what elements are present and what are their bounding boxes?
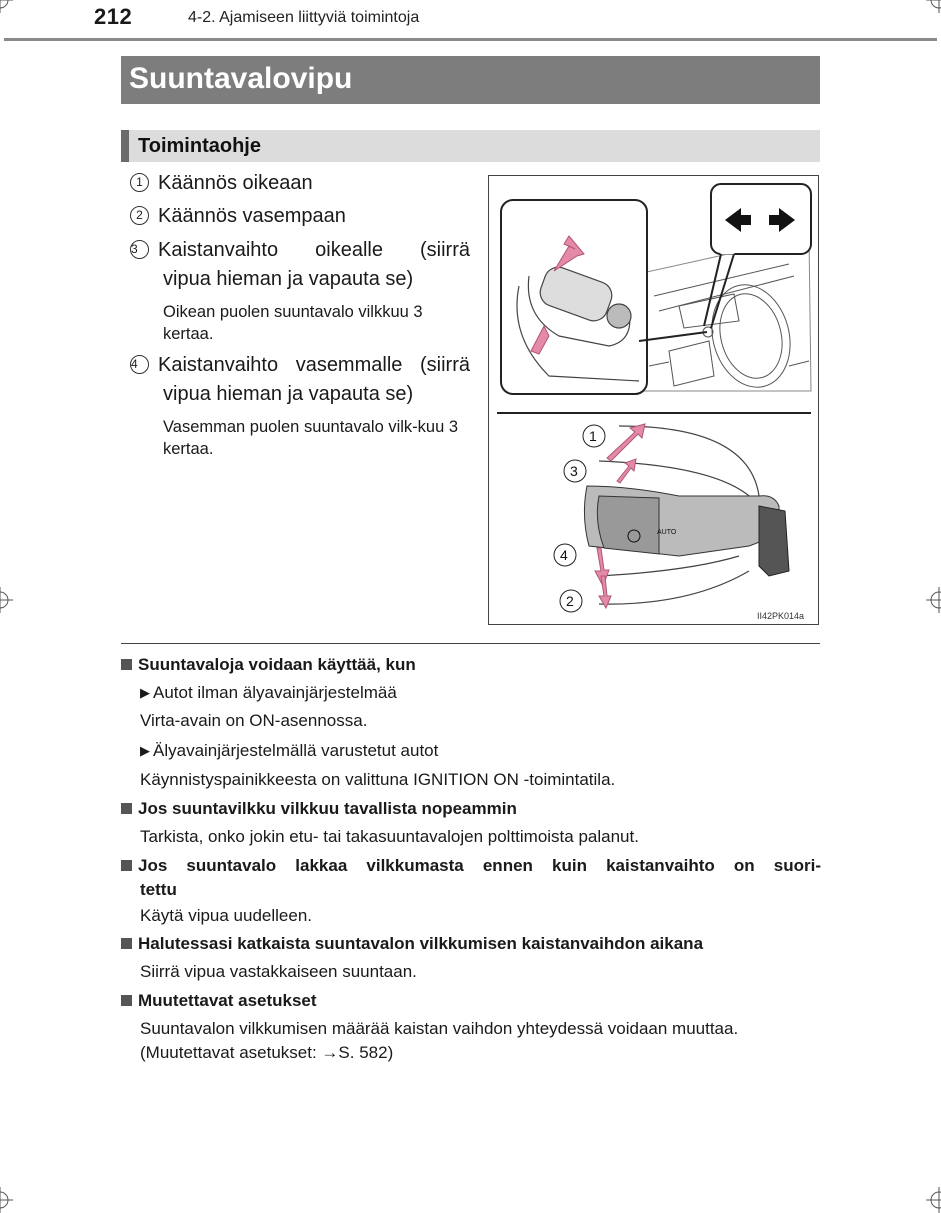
subsection-title: Toimintaohje (138, 135, 261, 157)
note-heading-2: Jos suuntavilkku vilkkuu tavallista nopeammin (121, 797, 821, 821)
lever-auto-label: AUTO (657, 529, 677, 536)
note-subheading: ▶ Autot ilman älyavainjärjestelmää (140, 683, 397, 702)
crop-mark (926, 0, 941, 13)
subsection-accent (121, 130, 129, 162)
page-number: 212 (94, 4, 133, 29)
crop-mark (926, 587, 941, 613)
subsection-bar (121, 130, 820, 162)
crop-mark (0, 587, 13, 613)
square-bullet-icon (121, 860, 132, 871)
instruction-note: Vasemman puolen suuntavalo vilk-kuu 3 kertaa. (163, 418, 459, 458)
callout-1: 1 (589, 428, 597, 444)
lever-drawing (489, 176, 820, 626)
instruction-item-2 (130, 202, 470, 231)
section-title: 4-2. Ajamiseen liittyviä toimintoja (188, 9, 420, 26)
instruction-item-3 (130, 236, 470, 294)
instruction-text: Kaistanvaihto vasemmalle (siirrä (158, 354, 470, 376)
note-text: Käytä vipua uudelleen. (140, 906, 313, 925)
callout-2: 2 (566, 593, 574, 609)
lever-illustration (488, 175, 819, 625)
instruction-note: Oikean puolen suuntavalo vilkkuu 3 kertaa. (163, 303, 423, 343)
page-title-bar (121, 56, 820, 104)
triangle-bullet-icon: ▶ (140, 685, 150, 700)
note-text: (Muutettavat asetukset: →S. 582) (140, 1043, 394, 1062)
section-separator (121, 643, 820, 644)
crop-mark (926, 1187, 941, 1213)
figure-code: II42PK014a (757, 611, 805, 621)
crop-mark (0, 1187, 13, 1213)
note-heading-5: Muutettavat asetukset (121, 989, 821, 1013)
crop-mark (0, 0, 13, 13)
note-text: Suuntavalon vilkkumisen määrää kaistan vaihdon yhteydessä voidaan muuttaa. (140, 1019, 739, 1038)
instruction-item-1 (130, 169, 470, 198)
square-bullet-icon (121, 659, 132, 670)
square-bullet-icon (121, 995, 132, 1006)
instruction-item-4 (130, 351, 470, 409)
square-bullet-icon (121, 938, 132, 949)
note-text: Tarkista, onko jokin etu- tai takasuuntavalojen polttimoista palanut. (140, 827, 639, 846)
number-badge: 3 (130, 240, 149, 259)
instruction-text-cont: vipua hieman ja vapauta se) (163, 383, 414, 405)
callout-3: 3 (570, 463, 578, 479)
note-heading-3: Jos suuntavalo lakkaa vilkkumasta ennen kuin kaistanvaihto on suori- tettu (121, 854, 821, 902)
note-text: Virta-avain on ON-asennossa. (140, 711, 368, 730)
note-text: Siirrä vipua vastakkaiseen suuntaan. (140, 962, 417, 981)
header-rule (4, 38, 937, 41)
instruction-text-cont: vipua hieman ja vapauta se) (163, 268, 414, 290)
triangle-bullet-icon: ▶ (140, 743, 150, 758)
note-subheading: ▶ Älyavainjärjestelmällä varustetut autot (140, 741, 439, 760)
instruction-text: Kaistanvaihto oikealle (siirrä (158, 239, 470, 261)
page-title: Suuntavalovipu (129, 62, 353, 95)
number-badge: 1 (130, 173, 149, 192)
number-badge: 4 (130, 355, 149, 374)
callout-4: 4 (560, 547, 568, 563)
note-text: Käynnistyspainikkeesta on valittuna IGNITION ON -toimintatila. (140, 770, 616, 789)
square-bullet-icon (121, 803, 132, 814)
instruction-text: Käännös vasempaan (158, 205, 346, 227)
number-badge: 2 (130, 206, 149, 225)
note-heading-1: Suuntavaloja voidaan käyttää, kun (121, 653, 821, 677)
instruction-text: Käännös oikeaan (158, 172, 313, 194)
note-heading-4: Halutessasi katkaista suuntavalon vilkkumisen kaistanvaihdon aikana (121, 932, 821, 956)
